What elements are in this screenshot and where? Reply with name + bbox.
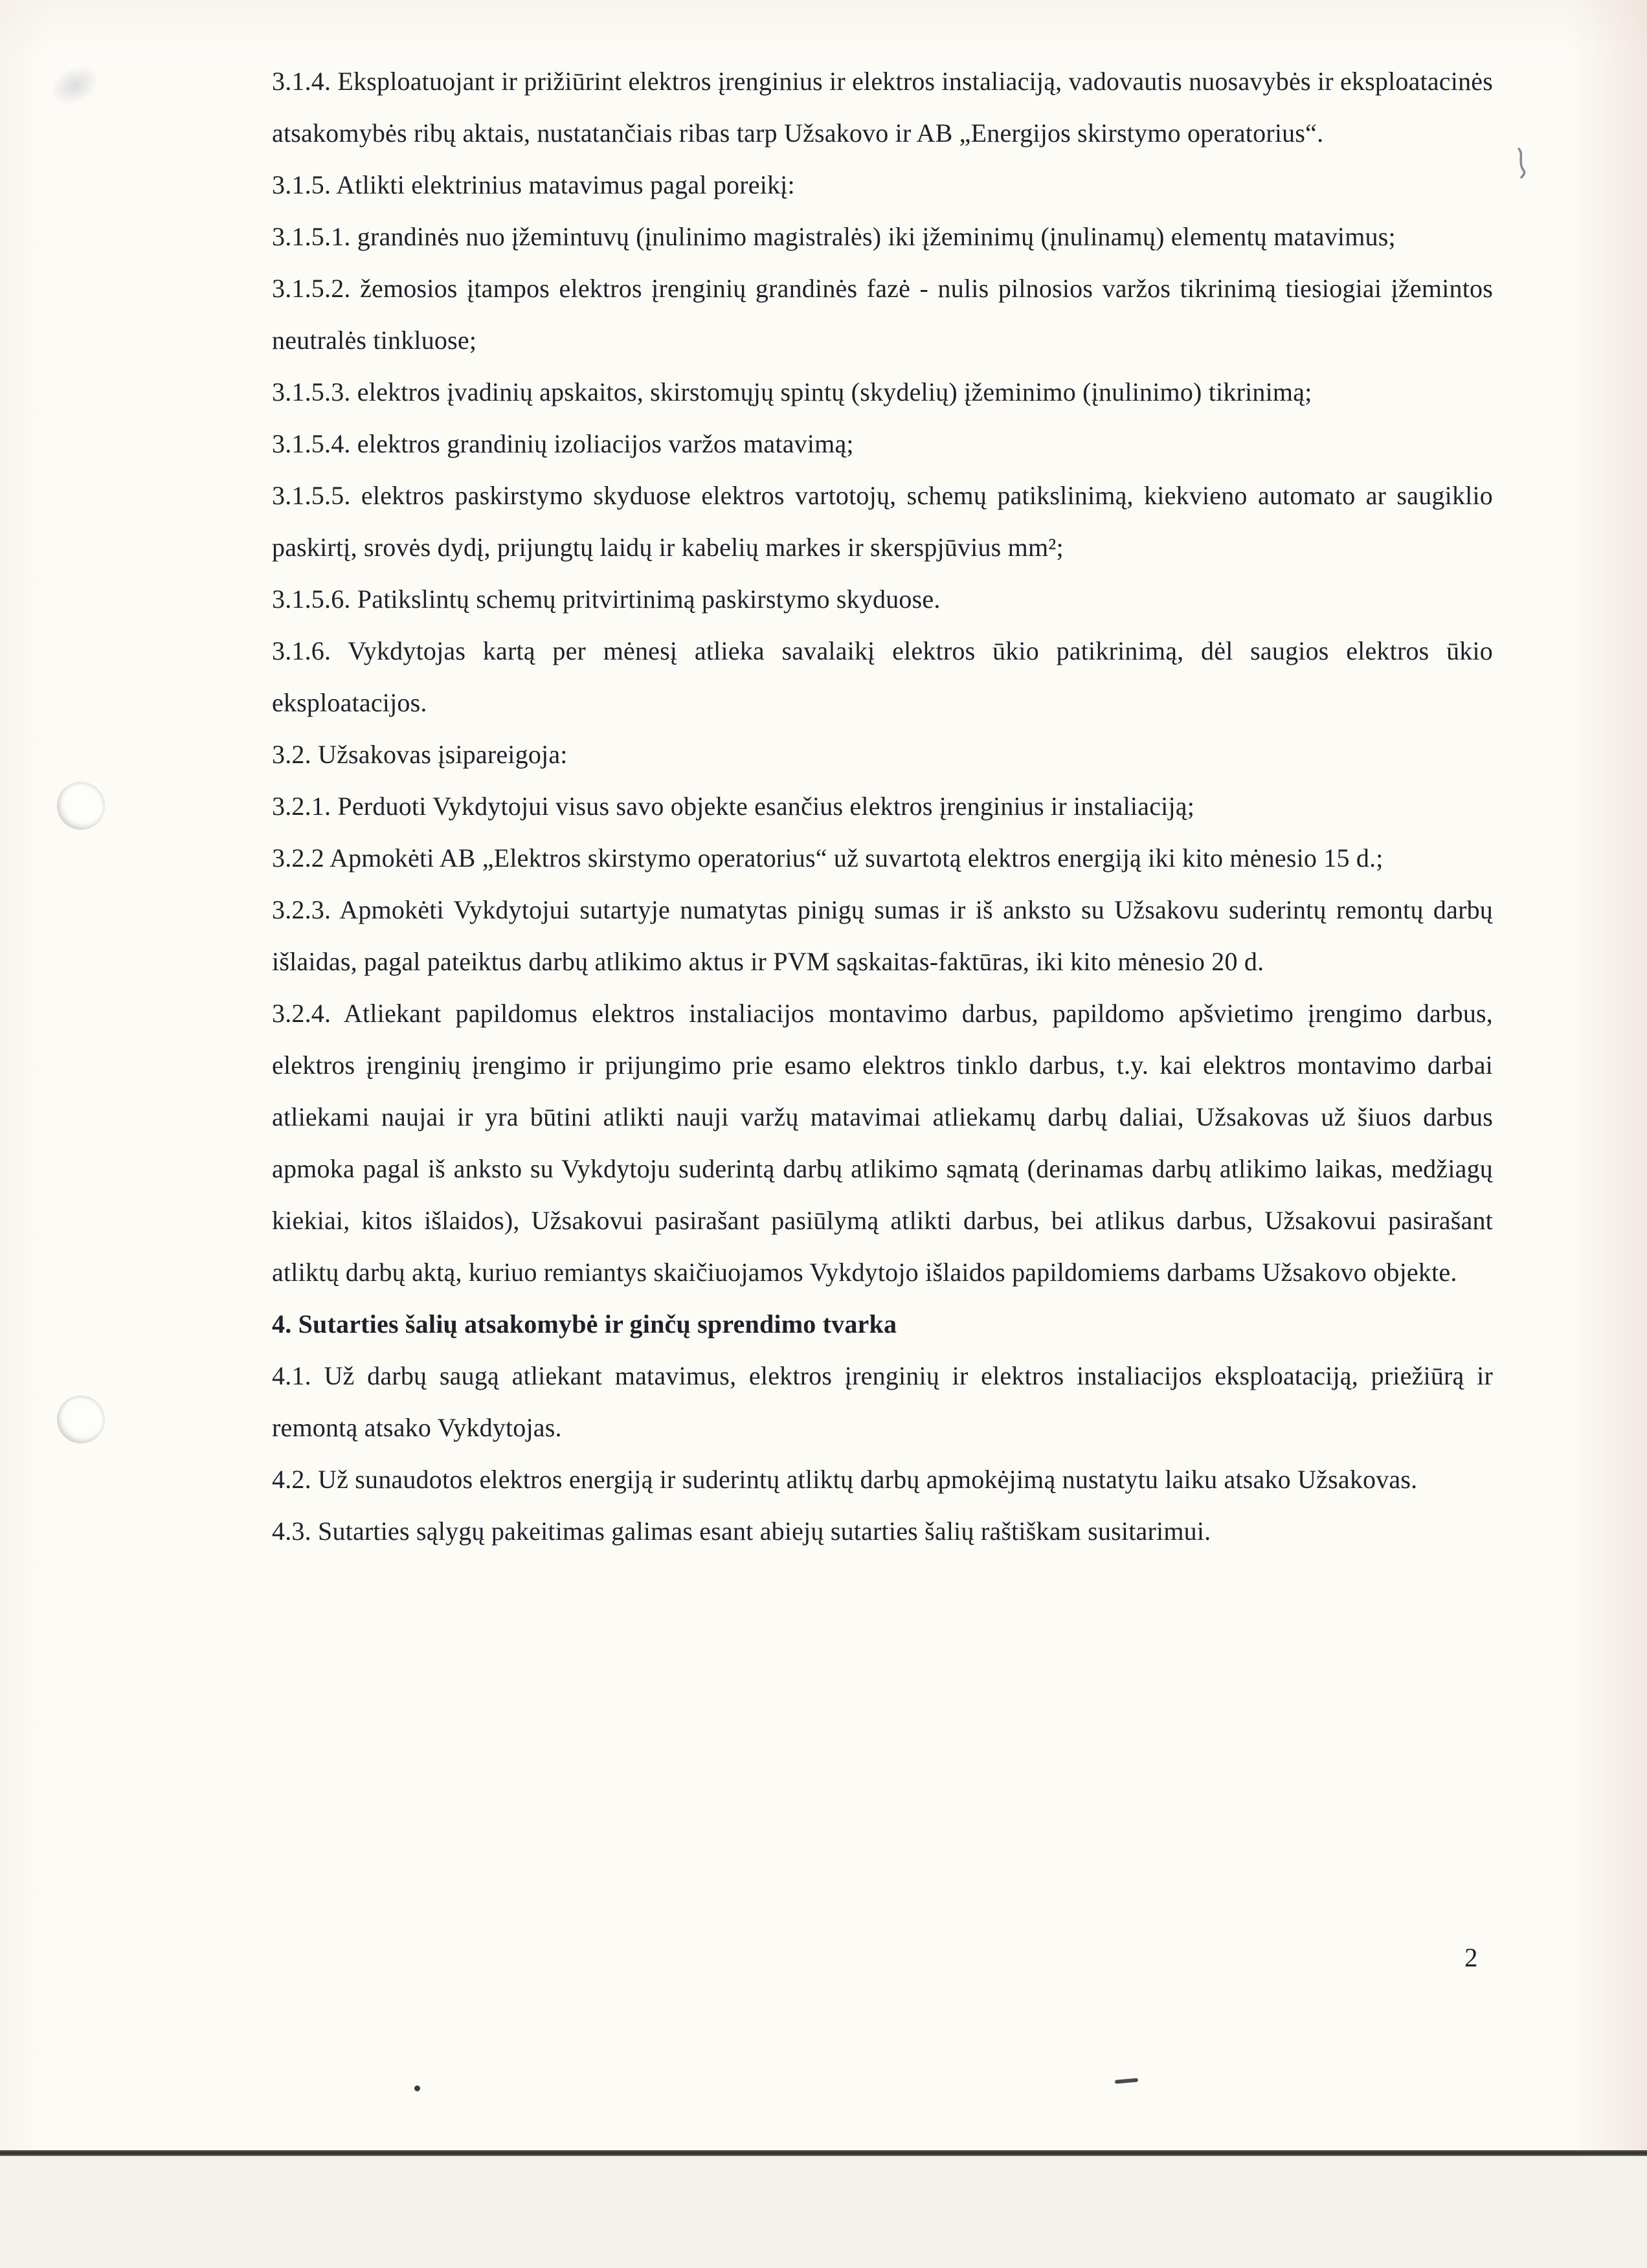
para-4-1: 4.1. Už darbų saugą atliekant matavimus, elektros įrenginių ir elektros instaliacijos eksploataciją, priežiūrą ir remontą atsako Vykdytojas. — [272, 1361, 1493, 1442]
para-3-2-1: 3.2.1. Perduoti Vykdytojui visus savo objekte esančius elektros įrenginius ir instaliaciją; — [272, 792, 1195, 821]
para-3-1-5-2: 3.1.5.2. žemosios įtampos elektros įrenginių grandinės fazė - nulis pilnosios varžos tikrinimą tiesiogiai įžemintos neutralės tinkluose; — [272, 274, 1493, 355]
para-3-1-5-6: 3.1.5.6. Patikslintų schemų pritvirtinimą paskirstymo skyduose. — [272, 584, 941, 614]
section-heading-4: 4. Sutarties šalių atsakomybė ir ginčų sprendimo tvarka — [272, 1309, 897, 1339]
para-4-3: 4.3. Sutarties sąlygų pakeitimas galimas esant abiejų sutarties šalių raštiškam susitarimui. — [272, 1517, 1211, 1546]
scanner-edge-line — [0, 2150, 1647, 2156]
para-3-2-4: 3.2.4. Atliekant papildomus elektros instaliacijos montavimo darbus, papildomo apšvietimo įrengimo darbus, elektros įrenginių įrengimo ir prijungimo prie esamo elektros tinklo darbus, t.y. kai elektros montavimo darbai atliekami naujai ir yra būtini atlikti nauji varžų matavimai atliekamų darbų daliai, Užsakovas už šiuos darbus apmoka pagal iš anksto su Vykdytoju suderintą darbų atlikimo sąmatą (derinamas darbų atlikimo laikas, medžiagų kiekiai, kitos išlaidos), Užsakovui pasirašant pasiūlymą atlikti darbus, bei atlikus darbus, Užsakovui pasirašant atliktų darbų aktą, kuriuo remiantys skaičiuojamos Vykdytojo išlaidos papildomiems darbams Užsakovo objekte. — [272, 999, 1493, 1287]
hole-punch-bottom — [57, 1395, 105, 1443]
scan-speck-dash — [1115, 2078, 1138, 2084]
para-3-1-5-5: 3.1.5.5. elektros paskirstymo skyduose elektros vartotojų, schemų patikslinimą, kiekvieno automato ar saugiklio paskirtį, srovės dydį, prijungtų laidų ir kabelių markes ir skerspjūvius mm²; — [272, 481, 1493, 562]
para-3-1-5-1: 3.1.5.1. grandinės nuo įžemintuvų (įnulinimo magistralės) iki įžeminimų (įnulinamų) elementų matavimus; — [272, 222, 1396, 251]
pencil-smudge — [44, 57, 107, 113]
scan-speck-dot — [414, 2085, 420, 2091]
para-3-2-3: 3.2.3. Apmokėti Vykdytojui sutartyje numatytas pinigų sumas ir iš anksto su Užsakovu suderintų remontų darbų išlaidas, pagal pateiktus darbų atlikimo aktus ir PVM sąskaitas-faktūras, iki kito mėnesio 20 d. — [272, 895, 1493, 976]
para-3-1-4: 3.1.4. Eksploatuojant ir prižiūrint elektros įrenginius ir elektros instaliaciją, vadovautis nuosavybės ir eksploatacinės atsakomybės ribų aktais, nustatančiais ribas tarp Užsakovo ir AB „Energijos skirstymo operatorius“. — [272, 67, 1493, 148]
scanner-bed-strip — [0, 2156, 1647, 2268]
pen-mark-icon — [1512, 146, 1534, 180]
document-body — [272, 56, 1493, 1557]
hole-punch-top — [57, 782, 105, 830]
para-3-2-2: 3.2.2 Apmokėti AB „Elektros skirstymo operatorius“ už suvartotą elektros energiją iki kito mėnesio 15 d.; — [272, 843, 1384, 873]
para-4-2: 4.2. Už sunaudotos elektros energiją ir suderintų atliktų darbų apmokėjimą nustatytu laiku atsako Užsakovas. — [272, 1465, 1418, 1494]
para-3-1-5: 3.1.5. Atlikti elektrinius matavimus pagal poreikį: — [272, 170, 795, 199]
para-3-1-6: 3.1.6. Vykdytojas kartą per mėnesį atlieka savalaikį elektros ūkio patikrinimą, dėl saugios elektros ūkio eksploatacijos. — [272, 636, 1493, 717]
para-3-2: 3.2. Užsakovas įsipareigoja: — [272, 740, 568, 769]
para-3-1-5-4: 3.1.5.4. elektros grandinių izoliacijos varžos matavimą; — [272, 429, 854, 458]
para-3-1-5-3: 3.1.5.3. elektros įvadinių apskaitos, skirstomųjų spintų (skydelių) įžeminimo (įnulinimo) tikrinimą; — [272, 377, 1312, 406]
page-number: 2 — [1464, 1942, 1478, 1972]
